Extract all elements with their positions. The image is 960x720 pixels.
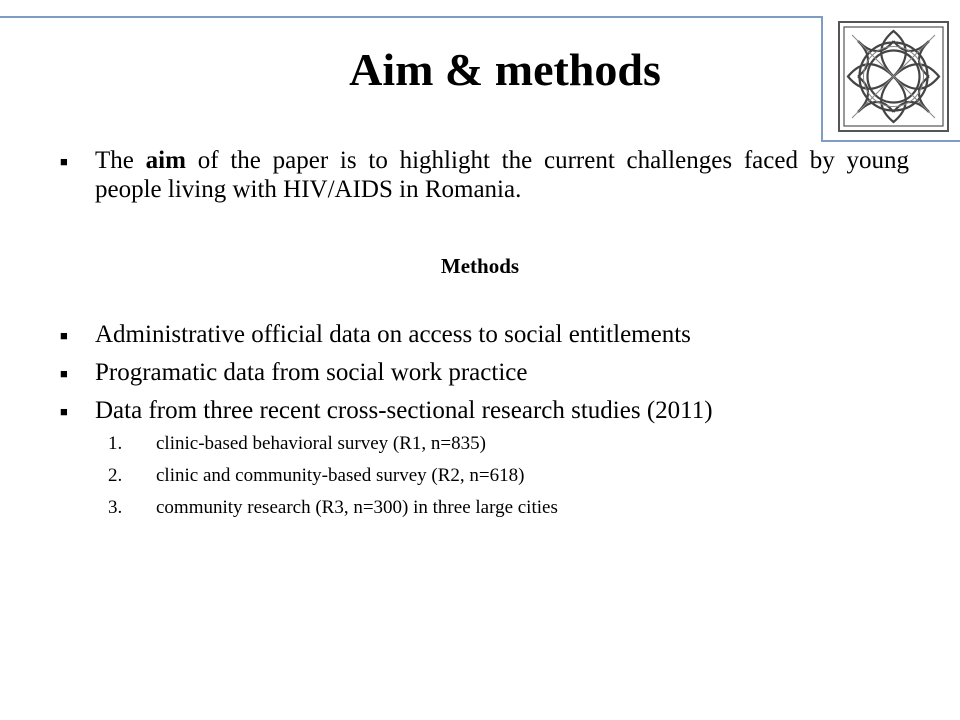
methods-heading: Methods [440, 254, 520, 278]
bullet-icon: ■ [60, 328, 68, 343]
study-number: 3. [108, 497, 123, 518]
aim-paragraph: The aim of the paper is to highlight the current challenges faced by young people living with HIV/AIDS in Romania. [95, 147, 909, 203]
slide-title: Aim & methods [349, 44, 661, 95]
frame-top-line [0, 16, 823, 18]
bullet-icon: ■ [60, 404, 68, 419]
bullet-icon: ■ [60, 366, 68, 381]
bullet-icon: ■ [60, 154, 68, 169]
study-number: 1. [108, 433, 123, 454]
study-number: 2. [108, 465, 123, 486]
frame-bottom-line [821, 140, 960, 142]
aim-emphasis: aim [145, 147, 186, 174]
method-item-studies: Data from three recent cross-sectional research studies (2011) [95, 397, 713, 424]
method-item-administrative: Administrative official data on access to social entitlements [95, 321, 691, 348]
method-item-programatic: Programatic data from social work practice [95, 359, 528, 386]
study-item: community research (R3, n=300) in three large cities [156, 497, 558, 518]
study-item: clinic and community-based survey (R2, n=618) [156, 465, 525, 486]
study-item: clinic-based behavioral survey (R1, n=835) [156, 433, 486, 454]
